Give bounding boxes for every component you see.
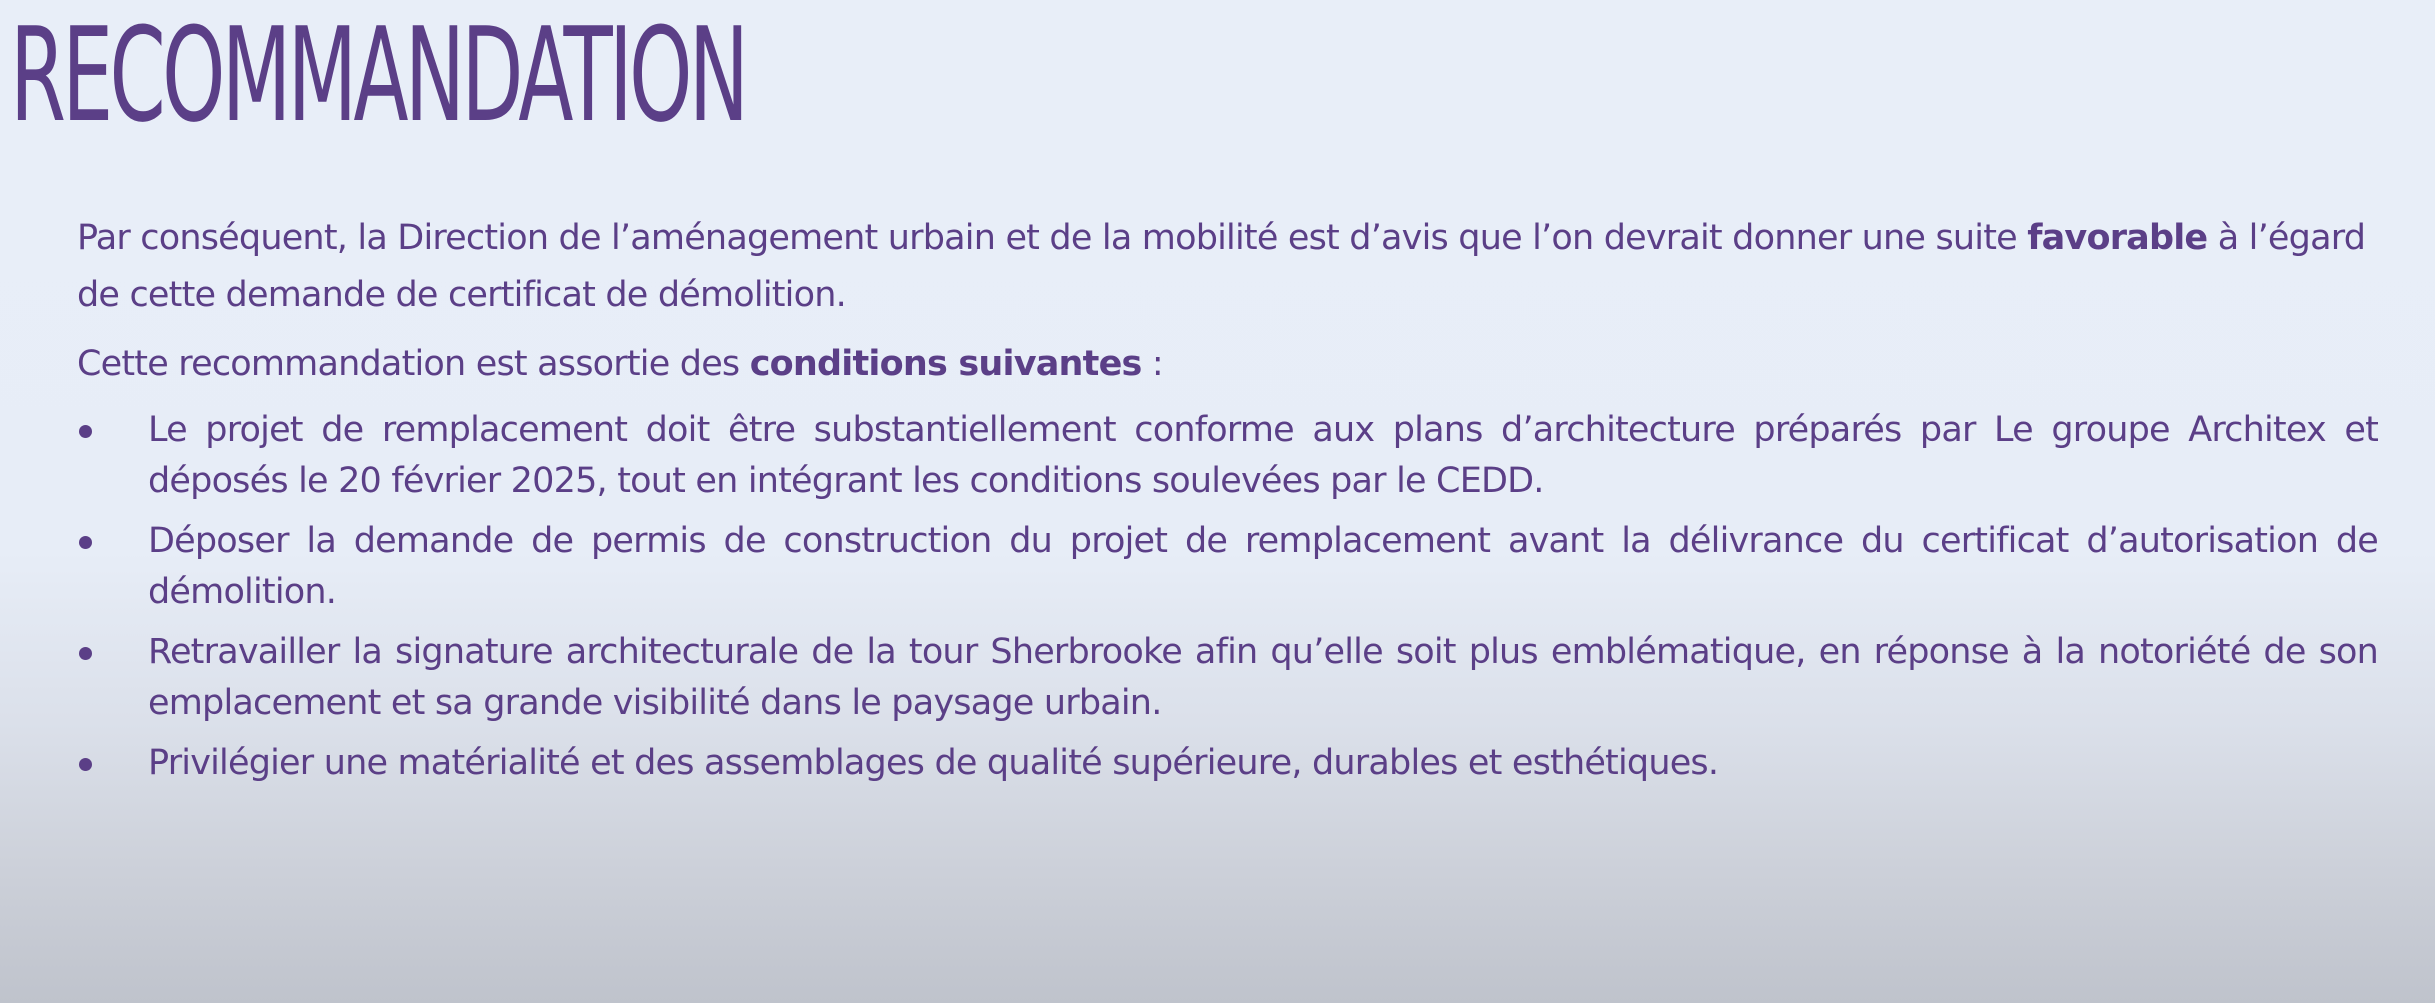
- bullet-dot-icon: [79, 758, 92, 771]
- conditions-intro-text-start: Cette recommandation est assortie des: [77, 344, 750, 384]
- bullet-dot-icon: [79, 425, 92, 438]
- condition-text-3: Retravailler la signature architecturale de la tour Sherbrooke afin qu’elle soit plus emblématique, en réponse à la notoriété de son emplacement et sa grande visibilité dans le paysage urbain.: [148, 632, 2378, 723]
- condition-item-4: [77, 738, 2378, 789]
- conditions-intro-paragraph: [77, 336, 2377, 393]
- intro-bold-favorable: favorable: [2027, 218, 2208, 258]
- bullet-dot-icon: [79, 647, 92, 660]
- conditions-list: [77, 405, 2377, 789]
- condition-item-2: [77, 516, 2378, 618]
- condition-text-4: Privilégier une matérialité et des assemblages de qualité supérieure, durables et esthétiques.: [148, 743, 1719, 783]
- slide-title: RECOMMANDATION: [10, 0, 746, 151]
- condition-item-3: [77, 627, 2378, 729]
- slide-content: [77, 210, 2377, 798]
- condition-text-2: Déposer la demande de permis de construction du projet de remplacement avant la délivrance du certificat d’autorisation de démolition.: [148, 521, 2378, 612]
- conditions-intro-bold: conditions suivantes: [749, 344, 1142, 384]
- intro-text-end: à l’égard de cette demande de certificat de démolition.: [77, 218, 2366, 315]
- bullet-dot-icon: [79, 536, 92, 549]
- condition-item-1: [77, 405, 2378, 507]
- condition-text-1: Le projet de remplacement doit être substantiellement conforme aux plans d’architecture préparés par Le groupe Architex et déposés le 20 février 2025, tout en intégrant les conditions soulevées par le CEDD.: [148, 410, 2378, 501]
- intro-paragraph: [77, 210, 2377, 324]
- conditions-intro-text-end: :: [1141, 344, 1163, 384]
- intro-text-start: Par conséquent, la Direction de l’aménagement urbain et de la mobilité est d’avis que l’on devrait donner une suite: [77, 218, 2028, 258]
